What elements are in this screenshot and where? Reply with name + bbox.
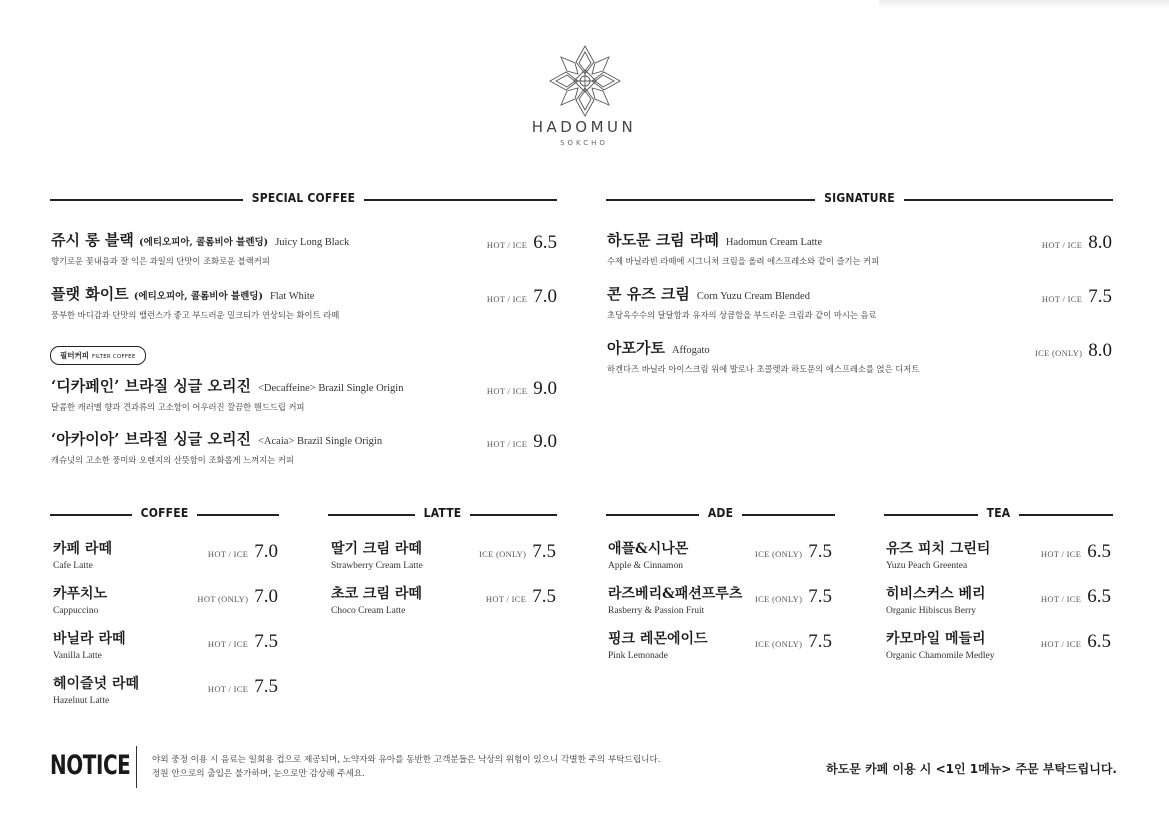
price-value: 9.0 bbox=[533, 431, 557, 452]
item-price bbox=[197, 586, 278, 608]
price-value: 6.5 bbox=[1087, 541, 1111, 562]
brand-name: HADOMUN bbox=[531, 118, 637, 136]
tea-heading bbox=[884, 506, 1113, 522]
menu-item-rasberry-passion bbox=[608, 583, 742, 616]
menu-item-decaf-brazil bbox=[51, 375, 403, 413]
item-kor-name: 바닐라 라떼 bbox=[53, 631, 126, 647]
item-eng-name: Hazelnut Latte bbox=[53, 696, 110, 706]
item-price bbox=[487, 378, 557, 400]
item-kor-name: ‘디카페인’ 브라질 싱글 오리진 bbox=[51, 377, 251, 395]
price-value: 7.5 bbox=[532, 586, 556, 607]
item-description: 하겐다즈 바닐라 아이스크림 위에 발로나 초콜렛과 하도문의 에스프레소를 얹은 디저트 bbox=[607, 364, 920, 374]
price-value: 7.5 bbox=[808, 541, 832, 562]
item-price bbox=[1041, 631, 1111, 653]
item-price bbox=[208, 541, 278, 563]
special-coffee-heading bbox=[50, 191, 557, 207]
item-kor-name: 초코 크림 라떼 bbox=[331, 586, 422, 602]
menu-item-hadomun-cream-latte bbox=[607, 229, 879, 267]
section-title: ADE bbox=[699, 506, 742, 520]
lotus-diamond-logo-icon bbox=[548, 44, 622, 118]
item-description: 캐슈넛의 고소한 풍미와 오렌지의 산뜻함이 조화롭게 느껴지는 커피 bbox=[51, 455, 294, 465]
item-description: 달콤한 캐러멜 향과 견과류의 고소함이 어우러진 깔끔한 핸드드립 커피 bbox=[51, 402, 305, 412]
price-type: HOT / ICE bbox=[1041, 240, 1083, 250]
price-value: 7.5 bbox=[532, 541, 556, 562]
item-eng-name: Rasberry & Passion Fruit bbox=[608, 606, 705, 616]
item-kor-name: 핑크 레몬에이드 bbox=[608, 631, 708, 647]
item-price bbox=[1042, 232, 1112, 254]
item-eng-name: Corn Yuzu Cream Blended bbox=[696, 291, 810, 302]
item-description: 수제 바닐라빈 라떼에 시그니처 크림을 올려 에스프레소와 같이 즐기는 커피 bbox=[607, 256, 880, 266]
price-type: HOT / ICE bbox=[1041, 294, 1083, 304]
item-eng-name: <Decaffeine> Brazil Single Origin bbox=[258, 383, 404, 394]
price-type: HOT / ICE bbox=[486, 386, 528, 396]
price-value: 6.5 bbox=[1087, 586, 1111, 607]
item-price bbox=[487, 232, 557, 254]
brand-subtitle: SOKCHO bbox=[560, 139, 608, 147]
item-kor-name: 카모마일 메들리 bbox=[886, 631, 986, 647]
price-type: HOT / ICE bbox=[207, 549, 249, 559]
item-price bbox=[486, 586, 556, 608]
price-type: HOT / ICE bbox=[207, 639, 249, 649]
notice-text bbox=[152, 753, 661, 781]
price-type: HOT / ICE bbox=[1040, 549, 1082, 559]
item-kor-name: 카푸치노 bbox=[53, 586, 108, 602]
item-kor-name: 유즈 피치 그린티 bbox=[886, 541, 991, 557]
price-type: ICE (ONLY) bbox=[755, 639, 803, 649]
menu-item-flat-white bbox=[51, 283, 339, 321]
notice-line: 야외 중정 이용 시 음료는 일회용 컵으로 제공되며, 노약자와 유아를 동반한 고객분들은 낙상의 위험이 있으니 각별한 주의 부탁드립니다. bbox=[152, 755, 661, 765]
item-eng-name: Flat White bbox=[269, 291, 315, 302]
menu-item-chamomile-medley bbox=[886, 628, 995, 661]
item-price bbox=[755, 541, 832, 563]
item-eng-name: Cappuccino bbox=[53, 606, 99, 616]
item-kor-name: ‘아카이아’ 브라질 싱글 오리진 bbox=[51, 430, 251, 448]
item-eng-name: Cafe Latte bbox=[53, 561, 93, 571]
order-policy-note: 하도문 카페 이용 시 <1인 1메뉴> 주문 부탁드립니다. bbox=[826, 762, 1117, 776]
menu-item-pink-lemonade bbox=[608, 628, 708, 661]
item-eng-name: Organic Hibiscus Berry bbox=[886, 606, 977, 616]
price-value: 7.0 bbox=[254, 586, 278, 607]
price-type: HOT / ICE bbox=[1040, 594, 1082, 604]
item-eng-name: Vanilla Latte bbox=[53, 651, 102, 661]
item-eng-name: Organic Chamomile Medley bbox=[886, 651, 995, 661]
item-description: 풍부한 바디감과 단맛의 밸런스가 좋고 부드러운 밀크티가 연상되는 화이트 라떼 bbox=[51, 310, 340, 320]
item-kor-name: 아포가토 bbox=[607, 339, 665, 357]
signature-heading bbox=[606, 191, 1113, 207]
item-price bbox=[755, 586, 832, 608]
price-type: HOT / ICE bbox=[486, 294, 528, 304]
item-eng-name: Apple & Cinnamon bbox=[608, 561, 683, 571]
item-kor-name: 헤이즐넛 라떼 bbox=[53, 676, 140, 692]
price-value: 7.5 bbox=[808, 586, 832, 607]
item-price bbox=[208, 676, 278, 698]
price-value: 8.0 bbox=[1088, 340, 1112, 361]
price-type: HOT (ONLY) bbox=[197, 594, 249, 604]
item-price bbox=[479, 541, 556, 563]
item-eng-name: Hadomun Cream Latte bbox=[725, 237, 823, 248]
section-title: COFFEE bbox=[132, 506, 198, 520]
menu-item-choco-cream-latte bbox=[331, 583, 422, 616]
item-price bbox=[1042, 286, 1112, 308]
latte-heading bbox=[328, 506, 557, 522]
notice-title: NOTICE bbox=[50, 750, 131, 781]
price-type: HOT / ICE bbox=[485, 594, 527, 604]
menu-item-cappuccino bbox=[53, 583, 107, 616]
price-type: HOT / ICE bbox=[207, 684, 249, 694]
price-type: ICE (ONLY) bbox=[755, 594, 803, 604]
item-price bbox=[1041, 586, 1111, 608]
price-value: 6.5 bbox=[533, 232, 557, 253]
menu-item-apple-cinnamon bbox=[608, 538, 688, 571]
price-type: ICE (ONLY) bbox=[479, 549, 527, 559]
item-price bbox=[1035, 340, 1112, 362]
coffee-heading bbox=[50, 506, 279, 522]
item-eng-name: Pink Lemonade bbox=[608, 651, 668, 661]
notice-line: 정원 안으로의 출입은 불가하며, 눈으로만 감상해 주세요. bbox=[152, 769, 365, 779]
menu-item-affogato bbox=[607, 337, 919, 375]
section-title: SPECIAL COFFEE bbox=[243, 191, 364, 205]
menu-item-vanilla-latte bbox=[53, 628, 126, 661]
menu-item-hazelnut-latte bbox=[53, 673, 139, 706]
price-value: 7.0 bbox=[533, 286, 557, 307]
price-type: HOT / ICE bbox=[486, 240, 528, 250]
item-price bbox=[208, 631, 278, 653]
menu-item-juicy-long-black bbox=[51, 229, 349, 267]
section-title: LATTE bbox=[415, 506, 471, 520]
price-value: 6.5 bbox=[1087, 631, 1111, 652]
price-value: 7.0 bbox=[254, 541, 278, 562]
price-type: HOT / ICE bbox=[486, 439, 528, 449]
price-value: 7.5 bbox=[254, 631, 278, 652]
item-kor-name: 라즈베리&패션프루츠 bbox=[608, 586, 743, 602]
item-price bbox=[1041, 541, 1111, 563]
item-kor-name: 콘 유즈 크림 bbox=[607, 285, 690, 303]
price-type: HOT / ICE bbox=[1040, 639, 1082, 649]
filter-coffee-badge bbox=[50, 346, 146, 365]
price-value: 7.5 bbox=[1088, 286, 1112, 307]
item-kor-name: 하도문 크림 라떼 bbox=[607, 231, 719, 249]
menu-item-strawberry-cream-latte bbox=[331, 538, 423, 571]
item-kor-name: 카페 라떼 bbox=[53, 541, 112, 557]
item-description: 초당옥수수의 달달함과 유자의 상큼함을 부드러운 크림과 같이 마시는 음료 bbox=[607, 310, 877, 320]
item-kor-note: (에티오피아, 콜롬비아 블렌딩) bbox=[139, 237, 269, 248]
price-value: 8.0 bbox=[1088, 232, 1112, 253]
item-description: 향기로운 꽃내음과 잘 익은 과일의 단맛이 조화로운 블랙커피 bbox=[51, 256, 270, 266]
item-kor-name: 딸기 크림 라떼 bbox=[331, 541, 422, 557]
section-title: TEA bbox=[978, 506, 1020, 520]
notice-divider bbox=[136, 746, 137, 788]
price-type: ICE (ONLY) bbox=[755, 549, 803, 559]
item-kor-name: 애플&시나몬 bbox=[608, 541, 689, 557]
item-kor-name: 쥬시 롱 블랙 bbox=[51, 231, 134, 249]
item-price bbox=[487, 286, 557, 308]
top-right-shadow bbox=[879, 0, 1169, 8]
price-value: 9.0 bbox=[533, 378, 557, 399]
item-eng-name: Choco Cream Latte bbox=[331, 606, 406, 616]
price-type: ICE (ONLY) bbox=[1035, 348, 1083, 358]
ade-heading bbox=[606, 506, 835, 522]
menu-item-corn-yuzu-cream bbox=[607, 283, 877, 321]
menu-item-cafe-latte bbox=[53, 538, 112, 571]
item-kor-name: 히비스커스 베리 bbox=[886, 586, 986, 602]
item-kor-name: 플랫 화이트 bbox=[51, 285, 129, 303]
menu-item-acaia-brazil bbox=[51, 428, 382, 466]
item-eng-name: Juicy Long Black bbox=[275, 237, 350, 248]
item-kor-note: (에티오피아, 콜롬비아 블렌딩) bbox=[133, 291, 263, 302]
section-title: SIGNATURE bbox=[815, 191, 904, 205]
price-value: 7.5 bbox=[254, 676, 278, 697]
price-value: 7.5 bbox=[808, 631, 832, 652]
menu-item-yuzu-peach-greentea bbox=[886, 538, 990, 571]
badge-eng: FILTER COFFEE bbox=[91, 354, 136, 360]
badge-kor: 필터커피 bbox=[60, 351, 89, 360]
item-eng-name: Strawberry Cream Latte bbox=[331, 561, 423, 571]
menu-item-hibiscus-berry bbox=[886, 583, 986, 616]
item-price bbox=[755, 631, 832, 653]
item-eng-name: <Acaia> Brazil Single Origin bbox=[258, 436, 383, 447]
item-eng-name: Affogato bbox=[671, 345, 710, 356]
item-price bbox=[487, 431, 557, 453]
item-eng-name: Yuzu Peach Greentea bbox=[886, 561, 968, 571]
